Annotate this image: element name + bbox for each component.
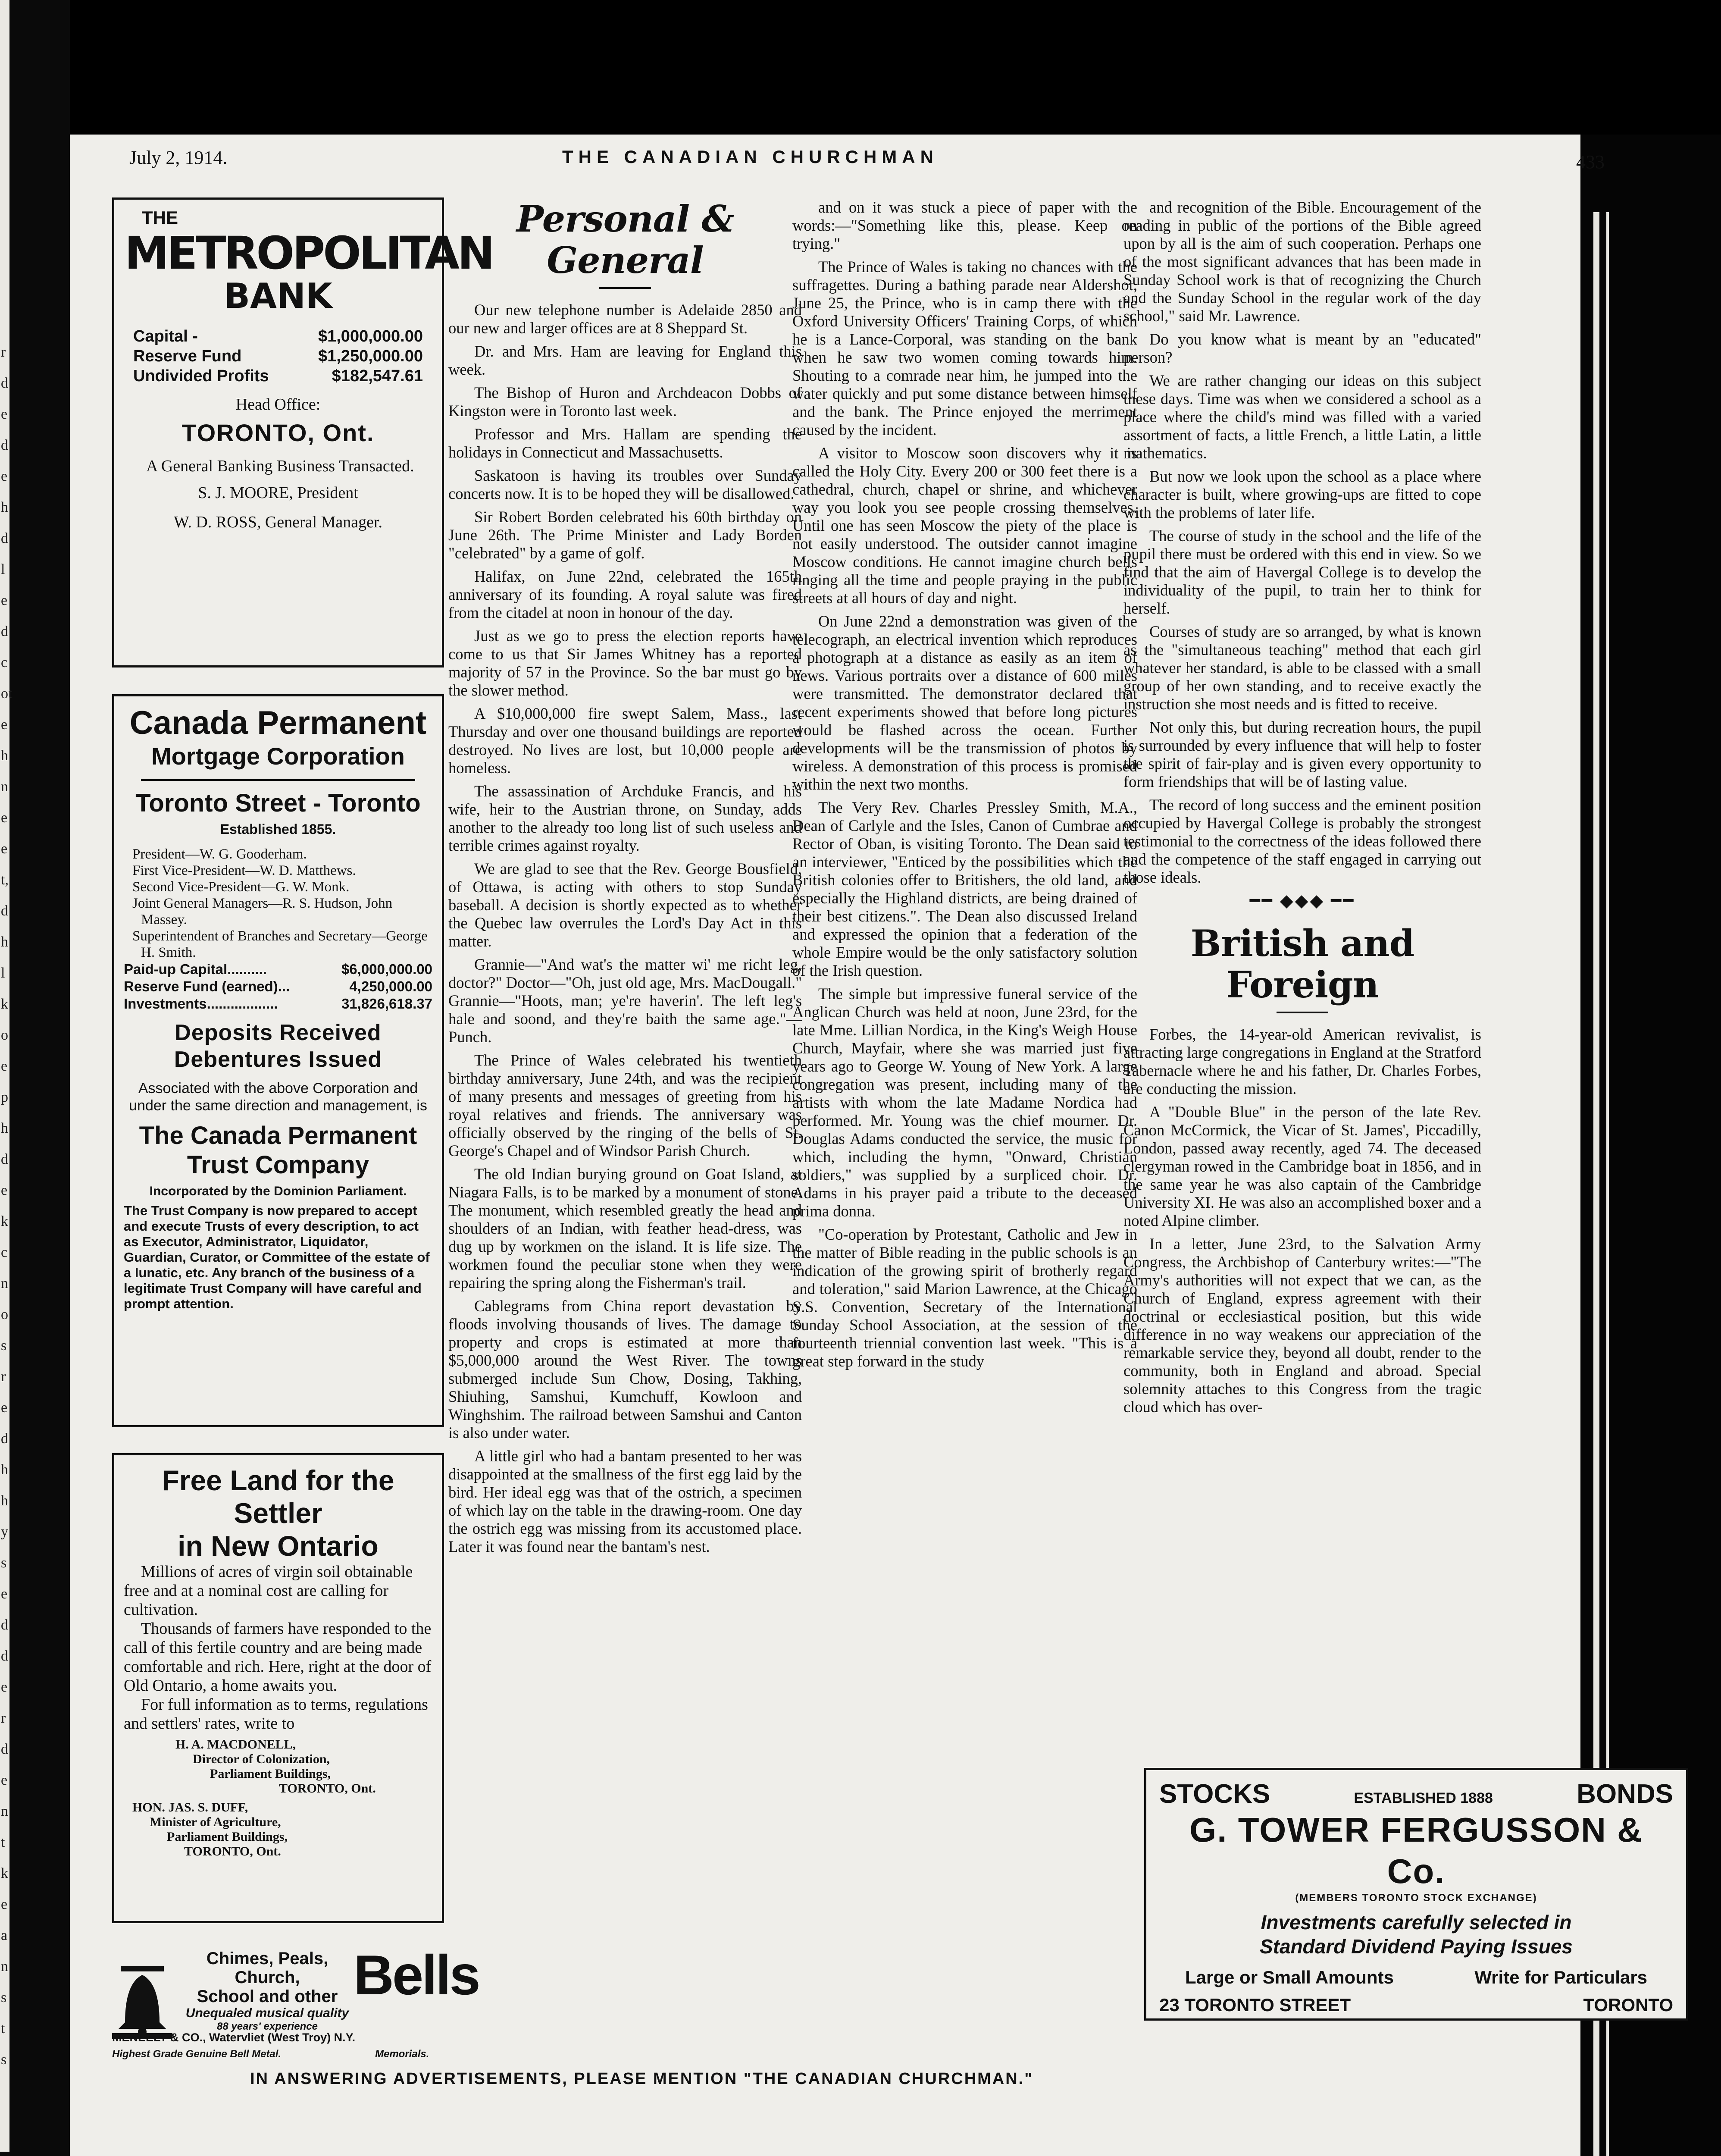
fl-title-2: Settler — [234, 1497, 322, 1529]
officer-line: Second Vice-President—G. W. Monk. — [132, 879, 350, 895]
article-paragraph: Our new telephone number is Adelaide 2850 and our new and larger offices are at 8 Sheppard St. — [448, 301, 802, 337]
left-page-fragment: e — [1, 717, 8, 733]
head-office-city: TORONTO, Ont. — [181, 419, 375, 446]
footer-notice: IN ANSWERING ADVERTISEMENTS, PLEASE MENTION "THE CANADIAN CHURCHMAN." — [250, 2070, 1034, 2088]
article-paragraph: "Co-operation by Protestant, Catholic and Jew in the matter of Bible reading in the public schools is an indication of the growing spirit of brotherly regard and toleration," said Marion Lawrence, at the Chicago S.S. Convention, Secretary of the International Sunday School Association, at the session of the fourteenth triennial convention last week. "This is a great step forward in the study — [792, 1225, 1137, 1370]
manager-line: W. D. ROSS, General Manager. — [173, 513, 383, 531]
article-paragraph: The simple but impressive funeral service of the Anglican Church was held at noon, June 23rd, for the late Mme. Lillian Nordica, in the King's Weigh House Church, Mayfair, where she was married just five years ago to George W. Young of New York. A large congregation was present, including many of the artists with whom the late Madame Nordica had performed. Mr. Young was the chief mourner. Dr. Douglas Adams conducted the service, the music for which, including the hymn, "Onward, Christian soldiers," was supplied by a surpliced choir. Dr. Adams in his prayer paid a tribute to the deceased prima donna. — [792, 985, 1137, 1220]
left-page-fragment: d — [1, 903, 8, 919]
fergusson-ad — [1144, 1768, 1688, 2021]
canada-permanent-ad — [112, 694, 444, 1427]
cp-address: Toronto Street - Toronto — [135, 789, 421, 817]
cp-figures — [124, 961, 432, 1012]
cp-subtitle: Mortgage Corporation — [151, 743, 405, 770]
left-page-fragment: e — [1, 1182, 8, 1198]
article-paragraph: Halifax, on June 22nd, celebrated the 165th anniversary of its founding. A royal salute was fired from the citadel at noon in honour of the day. — [448, 567, 802, 621]
left-page-fragment: t, — [1, 872, 9, 888]
amounts-row — [1159, 1967, 1673, 1988]
sig-line: Director of Colonization, — [193, 1752, 330, 1766]
left-page-fragment: d — [1, 1431, 8, 1447]
article-paragraph: A "Double Blue" in the person of the late Rev. Canon McCormick, the Vicar of St. James', Piccadilly, London, passed away recently, aged 74. The deceased clergyman rowed in the Cambridge boat in 1856, and in the same year he was also captain of the Cambridge University XI. He was also an accomplished boxer and a noted Alpine climber. — [1123, 1103, 1481, 1229]
deposits-line: Deposits Received — [175, 1020, 382, 1045]
left-page-fragment: o — [1, 1307, 8, 1322]
associated-text: Associated with the above Corporation and under the same direction and management, is — [129, 1080, 427, 1114]
article-paragraph: A little girl who had a bantam presented to her was disappointed at the smallness of the first egg laid by the bird. Her ideal egg was that of the ostrich, a specimen of which lay on the table in the drawing-room. One day the ostrich egg was missing from its accustomed place. Later it was found near the bantam's nest. — [448, 1447, 802, 1555]
left-page-fragment: h — [1, 1120, 8, 1136]
left-page-fragment: n — [1, 1275, 8, 1291]
left-page-fragment: d — [1, 624, 8, 639]
cp-title: Canada Permanent — [129, 705, 427, 741]
left-page-fragment: s — [1, 1555, 7, 1571]
bells-line-3: Unequaled musical quality — [185, 2006, 349, 2020]
bells-line-4: 88 years' experience — [217, 2021, 318, 2032]
article-paragraph: In a letter, June 23rd, to the Salvation Army Congress, the Archbishop of Canterbury writes:—"The Army's authorities will not expect that we can, as the Church of England, express agreement with their doctrinal or ecclesiastical position, but this wide difference in no way weakens our appreciation of the remarkable service they, beyond all doubt, render to the community, both in England and abroad. Special solemnity attaches to this Congress from the tragic cloud which has over- — [1123, 1235, 1481, 1416]
article-paragraph: Sir Robert Borden celebrated his 60th birthday on June 26th. The Prime Minister and Lady Borden "celebrated" by a game of golf. — [448, 508, 802, 562]
article-paragraph: The old Indian burying ground on Goat Island, at Niagara Falls, is to be marked by a monument of stone. The monument, which resembled greatly the head and shoulders of an Indian, with feather head-dress, was dug up by workmen on the island. It is life size. The workmen found the peculiar stone when they were repairing the spring along the Fisherman's trail. — [448, 1165, 802, 1291]
figure-row — [125, 346, 432, 366]
left-page-fragment: k — [1, 1213, 8, 1229]
bells-line-2: School and other — [197, 1987, 338, 2006]
column-three — [1123, 198, 1481, 1421]
left-page-fragment: e — [1, 1058, 8, 1074]
article-paragraph: Courses of study are so arranged, by what is known as the "simultaneous teaching" method that each girl whatever her standard, is able to be classed with a small group of her own standing, and to receive exactly the instruction she most needs and is fitted to receive. — [1123, 623, 1481, 713]
left-page-fragment: t — [1, 2021, 5, 2037]
article-paragraph: Just as we go to press the election reports have come to us that Sir James Whitney has a reported majority of 57 in the Province. So the bar must go by the slower method. — [448, 627, 802, 699]
members-line: (MEMBERS TORONTO STOCK EXCHANGE) — [1295, 1892, 1537, 1904]
article-paragraph: The course of study in the school and the life of the pupil there must be ordered with this end in view. So we find that the aim of Havergal College is to develop the individuality of the pupil, to train her to think for herself. — [1123, 527, 1481, 617]
left-page-fragment: c — [1, 1244, 8, 1260]
left-page-fragment: k — [1, 996, 8, 1012]
bells-line-1: Chimes, Peals, Church, — [206, 1949, 329, 1987]
stocks-label: STOCKS — [1159, 1779, 1270, 1809]
article-list — [448, 301, 802, 1556]
head-office-label: Head Office: — [235, 395, 321, 414]
figure-label: Reserve Fund (earned)... — [124, 978, 290, 994]
left-page-fragment: n — [1, 779, 8, 795]
article-paragraph: Cablegrams from China report devastation by floods involving thousands of lives. The damage to property and crops is estimated at more than $5,000,000 around the West River. The towns submerged include Sun Chow, Dosing, Takhing, Shiuhing, Samshui, Kumchuff, Kowloon and Winghshim. The railroad between Samshui and Canton is also under water. — [448, 1297, 802, 1442]
trust-subtitle: Trust Company — [187, 1151, 369, 1179]
bank-name: METROPOLITAN — [125, 227, 493, 279]
page-header — [129, 147, 1609, 172]
left-page-fragment: h — [1, 1493, 8, 1509]
sig-line: TORONTO, Ont. — [279, 1781, 376, 1796]
left-page-fragment: r — [1, 1369, 6, 1385]
article-paragraph: and recognition of the Bible. Encouragement of the reading in public of the portions of the Bible agreed upon by all is the aim of such cooperation. Perhaps one of the most significant advances that has been made in Sunday School work is that of recognizing the Church and the Sunday School in the regular work of the day school," said Mr. Lawrence. — [1123, 198, 1481, 325]
bonds-label: BONDS — [1577, 1779, 1673, 1809]
figure-label: Reserve Fund — [133, 347, 242, 365]
section-heading-british-foreign: British and Foreign — [1190, 922, 1414, 1006]
fl-paragraph: For full information as to terms, regulations and settlers' rates, write to — [124, 1695, 428, 1733]
column-two — [792, 198, 1137, 1376]
article-paragraph: A visitor to Moscow soon discovers why it is called the Holy City. Every 200 or 300 feet there is a cathedral, church, chapel or shrine, and whichever way you look you see people crossing themselves. Until one has seen Moscow the piety of the place is not easily understood. The outsider cannot imagine Moscow conditions. He cannot imagine church bells ringing all the time and people praying in the public streets at all hours of day and night. — [792, 444, 1137, 607]
figure-value: 4,250,000.00 — [349, 978, 432, 994]
article-paragraph: The Bishop of Huron and Archdeacon Dobbs of Kingston were in Toronto last week. — [448, 384, 802, 420]
sig-line: Parliament Buildings, — [210, 1767, 331, 1781]
left-page-fragment: n — [1, 1803, 8, 1819]
left-page-fragment: h — [1, 499, 8, 515]
left-page-fragment: a — [1, 1927, 8, 1943]
ornament-divider: ━━ ◆◆◆ ━━ — [1249, 891, 1355, 910]
column-personal-general — [448, 198, 802, 1561]
left-page-fragment: e — [1, 406, 8, 422]
left-page-fragment: d — [1, 530, 8, 546]
page-number: 433 — [1576, 151, 1605, 172]
left-page-fragment: d — [1, 1151, 8, 1167]
figure-value: $182,547.61 — [332, 367, 423, 385]
article-paragraph: and on it was stuck a piece of paper with the words:—"Something like this, please. Keep on trying." — [792, 198, 1137, 252]
officer-line: First Vice-President—W. D. Matthews. — [132, 863, 356, 878]
sig-line: Minister of Agriculture, — [150, 1815, 281, 1829]
figure-label: Paid-up Capital.......... — [124, 961, 267, 977]
left-page-fragment: d — [1, 1617, 8, 1633]
left-page-fragment: l — [1, 561, 5, 577]
free-land-ad — [112, 1453, 444, 1923]
article-paragraph: The assassination of Archduke Francis, and his wife, heir to the Austrian throne, on Sunday, adds another to the already too long list of such useless and terrible crimes against royalty. — [448, 782, 802, 854]
meneely-bells-ad — [112, 1940, 479, 2083]
article-list — [792, 198, 1137, 1370]
sig-line: H. A. MACDONELL, — [175, 1737, 296, 1752]
bank-word: BANK — [224, 276, 332, 316]
left-page-fragment: h — [1, 748, 8, 764]
left-page-fragment: e — [1, 592, 8, 608]
left-page-fragment: e — [1, 810, 8, 826]
business-line: A General Banking Business Transacted. — [146, 457, 414, 475]
left-page-fragment: e — [1, 1586, 8, 1602]
write-label: Write for Particulars — [1474, 1967, 1647, 1987]
stocks-bonds-row — [1159, 1779, 1673, 1809]
bells-maker: MENEELY & CO., Watervliet (West Troy) N.Y. — [112, 2031, 356, 2044]
bells-memorials: Memorials. — [375, 2048, 429, 2060]
publication-title: THE CANADIAN CHURCHMAN — [562, 147, 939, 167]
left-page-fragment: d — [1, 1648, 8, 1664]
article-paragraph: Forbes, the 14-year-old American revivalist, is attracting large congregations in England at the Stratford Tabernacle where he and his father, Dr. Charles Forbes, are conducting the mission. — [1123, 1025, 1481, 1097]
left-page-text-strip — [0, 0, 13, 2152]
left-page-fragment: e — [1, 1400, 8, 1416]
left-page-fragment: k — [1, 1865, 8, 1881]
left-page-fragment: h — [1, 934, 8, 950]
article-list — [1123, 1025, 1481, 1416]
article-paragraph: Not only this, but during recreation hours, the pupil is surrounded by every influence that will help to foster the spirit of fair-play and is given every opportunity to form friendships that will be of lasting value. — [1123, 718, 1481, 790]
left-page-fragment: s — [1, 1338, 7, 1354]
left-page-fragment: c — [1, 655, 8, 671]
article-paragraph: Saskatoon is having its troubles over Sunday concerts now. It is to be hoped they will be disallowed. — [448, 467, 802, 502]
figure-row — [124, 978, 432, 995]
city-label: TORONTO — [1583, 1995, 1673, 2015]
incorporated-line: Incorporated by the Dominion Parliament. — [149, 1184, 407, 1198]
article-paragraph: The Very Rev. Charles Pressley Smith, M.A., Dean of Carlyle and the Isles, Canon of Cumbrae and Rector of Oban, is visiting Toronto. The Dean said to an interviewer, "Enticed by the possibilities which the British colonies offer to Britishers, the old land, and especially the Highland districts, are being drained of their best citizens.". The Dean also discussed Ireland and expressed the opinion that a federation of the whole Empire would be the only satisfactory solution of the Irish question. — [792, 799, 1137, 979]
fl-signature-1 — [124, 1737, 432, 1796]
sig-line: HON. JAS. S. DUFF, — [132, 1800, 248, 1814]
figure-value: 31,826,618.37 — [341, 996, 432, 1012]
heading-rule — [1277, 1012, 1328, 1013]
figure-label: Capital - — [133, 327, 198, 345]
left-page-fragment: s — [1, 2052, 7, 2068]
officer-line: Joint General Managers—R. S. Hudson, John Massey. — [132, 896, 393, 928]
fl-paragraph: Millions of acres of virgin soil obtainable free and at a nominal cost are calling for cultivation. — [124, 1563, 413, 1619]
article-paragraph: On June 22nd a demonstration was given of the telecograph, an electrical invention which reproduces a photograph at a distance as easily as an item of news. Various portraits over a distance of 600 miles were transmitted. The demonstrator declared that recent experiments showed that before long pictures would be flashed across the ocean. Further developments will be the transmission of photos by wireless. A demonstration of this process is promised within the next two months. — [792, 612, 1137, 793]
left-page-fragment: l — [1, 965, 5, 981]
left-page-fragment: e — [1, 1772, 8, 1788]
investments-line-2: Standard Dividend Paying Issues — [1260, 1935, 1573, 1958]
article-paragraph: Do you know what is meant by an "educated" person? — [1123, 330, 1481, 366]
article-paragraph: Dr. and Mrs. Ham are leaving for England this week. — [448, 342, 802, 378]
bells-quality: Highest Grade Genuine Bell Metal. — [112, 2048, 282, 2060]
investments-line-1: Investments carefully selected in — [1261, 1911, 1572, 1934]
fl-title-3: in New Ontario — [178, 1530, 379, 1562]
debentures-line: Debentures Issued — [174, 1047, 382, 1072]
left-page-fragment: e — [1, 841, 8, 857]
article-list — [1123, 198, 1481, 887]
article-paragraph: The Prince of Wales is taking no chances with the suffragettes. During a bathing parade near Aldershot, June 25, the Prince, who is in camp there with the Oxford University Officers' Training Corps, of which he is a Lance-Corporal, was standing on the bank when he saw two women coming towards him. Shouting to a comrade near him, he jumped into the water quickly and put some distance between himself and the bank. The Prince enjoyed the merriment caused by the incident. — [792, 258, 1137, 439]
left-page-fragment: d — [1, 437, 8, 453]
bank-figures — [125, 326, 432, 386]
left-page-fragment: h — [1, 1462, 8, 1478]
street-label: 23 TORONTO STREET — [1159, 1995, 1351, 2015]
bells-big: Bells — [354, 1943, 479, 2006]
left-page-fragment: t — [1, 1834, 5, 1850]
issue-date: July 2, 1914. — [129, 147, 228, 168]
trust-title: The Canada Permanent — [139, 1122, 417, 1150]
article-paragraph: Professor and Mrs. Hallam are spending the holidays in Connecticut and Massachusetts. — [448, 425, 802, 461]
left-page-fragment: o — [1, 1027, 8, 1043]
figure-label: Undivided Profits — [133, 367, 269, 385]
left-page-fragment: r — [1, 1710, 6, 1726]
left-page-fragment: ot — [1, 686, 13, 702]
figure-row — [125, 366, 432, 386]
figure-label: Investments.................. — [124, 996, 278, 1012]
cp-established: Established 1855. — [220, 821, 336, 837]
figure-row — [125, 326, 432, 346]
figure-value: $6,000,000.00 — [341, 961, 432, 977]
figure-row — [124, 961, 432, 978]
left-page-fragment: d — [1, 1741, 8, 1757]
metropolitan-bank-ad — [112, 197, 493, 667]
left-page-fragment: e — [1, 1679, 8, 1695]
fl-paragraph: Thousands of farmers have responded to the call of this fertile country and are being made comfortable and rich. Here, right at the door of Old Ontario, a home awaits you. — [124, 1620, 432, 1695]
figure-value: $1,250,000.00 — [318, 347, 423, 365]
amounts-label: Large or Small Amounts — [1185, 1967, 1394, 1987]
article-paragraph: A $10,000,000 fire swept Salem, Mass., last Thursday and over one thousand buildings are reported destroyed. No lives are lost, but 10,000 people are homeless. — [448, 705, 802, 777]
left-page-fragment: p — [1, 1089, 8, 1105]
figure-row — [124, 995, 432, 1012]
divider — [141, 779, 415, 781]
sig-line: Parliament Buildings, — [167, 1830, 288, 1844]
figure-value: $1,000,000.00 — [318, 327, 423, 345]
ad-the: THE — [142, 207, 178, 228]
left-page-fragment: y — [1, 1524, 8, 1540]
article-paragraph: Grannie—"And wat's the matter wi' me richt leg, doctor?" Doctor—"Oh, just old age, Mrs. MacDougall." Grannie—"Hoots, man; ye're haverin'. The left leg's hale and soond, and they're baith the same age."—Punch. — [448, 956, 802, 1046]
officer-line: President—W. G. Gooderham. — [132, 846, 307, 862]
trust-description: The Trust Company is now prepared to accept and execute Trusts of every description, to act as Executor, Administrator, Liquidator, Guardian, Curator, or Committee of the estate of a lunatic, etc. Any branch of the business of a legitimate Trust Company will have careful and prompt attention. — [124, 1203, 430, 1311]
address-row — [1159, 1995, 1673, 2015]
firm-name: G. TOWER FERGUSSON & Co. — [1189, 1811, 1643, 1890]
left-page-fragment: s — [1, 1990, 7, 2006]
established-label: ESTABLISHED 1888 — [1354, 1790, 1493, 1806]
left-page-fragment: r — [1, 344, 6, 360]
article-paragraph: But now we look upon the school as a place where character is built, where growing-ups are fitted to cope with the problems of later life. — [1123, 467, 1481, 521]
article-paragraph: The Prince of Wales celebrated his twentieth birthday anniversary, June 24th, and was the recipient of many presents and messages of greeting from his royal relatives and friends. The anniversary was officially observed by the ringing of the bells of St. George's Chapel and of Windsor Parish Church. — [448, 1051, 802, 1159]
sig-line: TORONTO, Ont. — [184, 1844, 281, 1858]
left-page-edge — [0, 0, 70, 2156]
left-page-fragment: e — [1, 468, 8, 484]
left-page-fragment: e — [1, 1896, 8, 1912]
fl-title-1: Free Land for the — [162, 1464, 394, 1496]
heading-rule — [599, 287, 651, 289]
fl-signature-2 — [124, 1800, 432, 1859]
officer-line: Superintendent of Branches and Secretary—George H. Smith. — [132, 928, 428, 960]
president-line: S. J. MOORE, President — [198, 484, 358, 502]
article-paragraph: We are glad to see that the Rev. George Bousfield, of Ottawa, is acting with others to stop Sunday baseball. A decision is shortly expected as to whether the Quebec law overrules the Lord's Day Act in this matter. — [448, 860, 802, 950]
cp-officers — [124, 846, 432, 961]
section-heading: Personal & General — [516, 197, 734, 282]
left-page-fragment: n — [1, 1959, 8, 1974]
article-paragraph: The record of long success and the eminent position occupied by Havergal College is probably the strongest testimonial to the correctness of the ideas followed there and the competence of the staff engaged in carrying out those ideals. — [1123, 796, 1481, 886]
article-paragraph: We are rather changing our ideas on this subject these days. Time was when we considered a school as a place where the child's mind was filled with a varied assortment of facts, a little French, a little Latin, a little mathematics. — [1123, 372, 1481, 462]
left-page-fragment: d — [1, 375, 8, 391]
